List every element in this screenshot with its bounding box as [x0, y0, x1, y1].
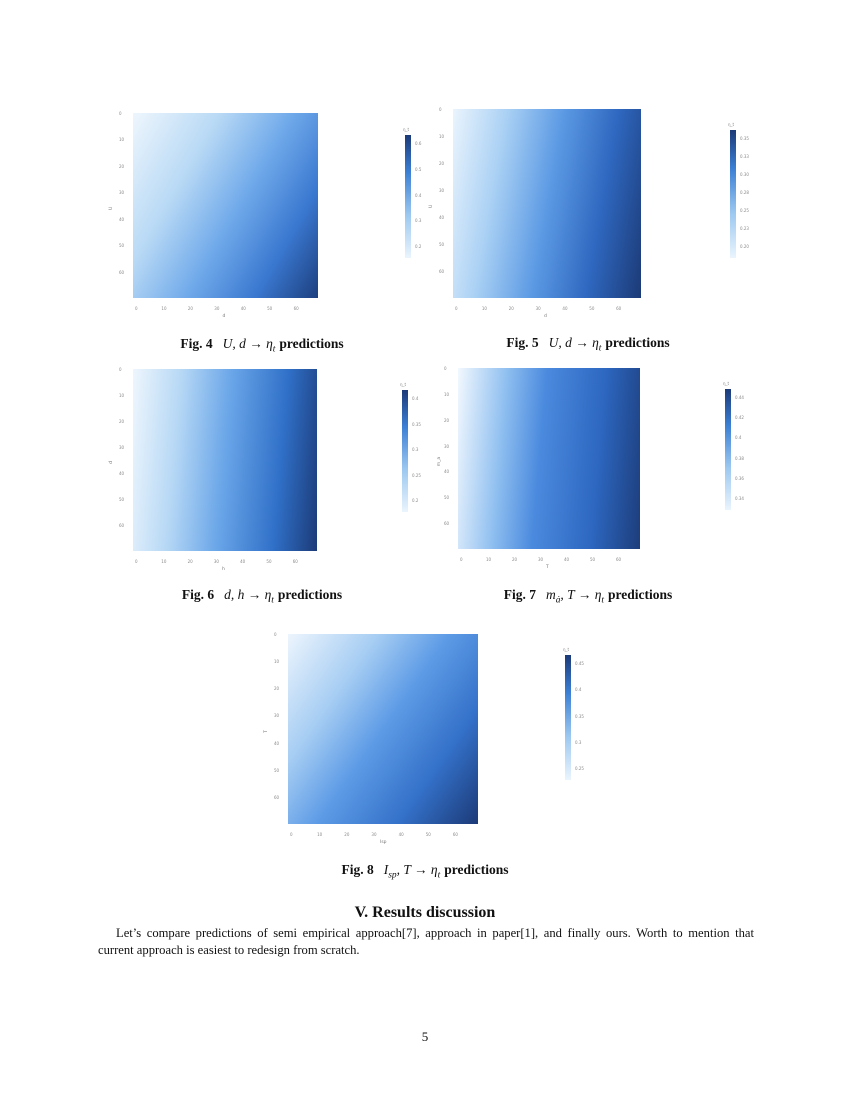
colorbar-tick-label: 0.2 [415, 244, 422, 249]
colorbar [405, 135, 411, 258]
colorbar [725, 389, 731, 510]
colorbar-tick-label: 0.3 [412, 447, 419, 452]
x-tick-label: 60 [616, 306, 622, 311]
math-subscript: t [601, 595, 605, 606]
page-number: 5 [421, 1029, 429, 1044]
colorbar-title: η_t [403, 127, 410, 132]
colorbar-tick-label: 0.35 [575, 713, 584, 719]
y-tick-label: 20 [274, 686, 280, 692]
y-tick-label: 10 [119, 393, 125, 398]
y-axis-label: U [109, 206, 115, 210]
y-tick-label: 20 [444, 417, 450, 423]
math-subscript: t [272, 344, 276, 355]
math-text: , T → η [396, 862, 438, 877]
section-heading: V. Results discussion [354, 904, 496, 921]
math-text: U, d → η [222, 336, 273, 351]
colorbar-title: η_t [723, 381, 730, 386]
x-axis-label: T [546, 565, 549, 570]
colorbar-tick-label: 0.20 [740, 244, 749, 249]
x-tick-label: 40 [240, 306, 246, 311]
colorbar-tick-label: 0.38 [735, 455, 744, 461]
caption-text: predictions [608, 587, 673, 602]
x-tick-label: 0 [135, 559, 138, 564]
math-subscript: t [437, 870, 441, 881]
figure-caption [506, 335, 669, 354]
x-tick-label: 50 [425, 832, 431, 837]
x-tick-label: 20 [344, 832, 350, 837]
y-tick-label: 40 [119, 471, 125, 476]
caption-text: predictions [444, 862, 509, 877]
x-tick-label: 40 [398, 832, 404, 837]
colorbar-tick-label: 0.45 [575, 661, 584, 666]
y-tick-label: 0 [274, 632, 277, 637]
x-tick-label: 60 [616, 557, 622, 562]
y-tick-label: 30 [119, 445, 125, 450]
colorbar-tick-label: 0.25 [575, 766, 584, 771]
colorbar [402, 390, 408, 512]
colorbar-tick-label: 0.4 [575, 687, 582, 693]
caption-math [545, 587, 605, 606]
x-tick-label: 0 [135, 306, 138, 311]
y-tick-label: 50 [274, 767, 280, 773]
colorbar-tick-label: 0.35 [740, 136, 749, 141]
x-tick-label: 0 [455, 306, 458, 311]
colorbar-tick-label: 0.35 [412, 421, 421, 427]
math-subscript: t [598, 343, 602, 354]
x-tick-label: 20 [187, 306, 193, 311]
y-tick-label: 40 [274, 740, 280, 746]
y-tick-label: 30 [274, 713, 280, 719]
math-text: m [545, 587, 556, 602]
colorbar-tick-label: 0.28 [740, 190, 749, 195]
colorbar-tick-label: 0.3 [575, 739, 582, 745]
x-tick-label: 20 [187, 559, 193, 564]
y-tick-label: 0 [119, 111, 122, 116]
caption-label: Fig. 6 [181, 587, 215, 602]
y-tick-label: 20 [439, 161, 445, 166]
colorbar-title: η_t [400, 382, 407, 387]
caption-math [222, 336, 276, 355]
math-text: I [383, 862, 389, 877]
caption-label: Fig. 4 [180, 336, 213, 351]
colorbar-tick-label: 0.5 [415, 166, 422, 172]
y-tick-label: 60 [119, 523, 125, 528]
y-axis-label: d [108, 461, 114, 464]
x-tick-label: 60 [293, 306, 299, 311]
y-tick-label: 60 [274, 794, 280, 800]
y-tick-label: 30 [444, 443, 450, 449]
x-tick-label: 50 [266, 559, 272, 564]
colorbar-tick-label: 0.36 [735, 475, 744, 481]
x-tick-label: 50 [590, 557, 596, 562]
x-tick-label: 30 [371, 832, 377, 837]
caption-math [224, 587, 274, 606]
x-tick-label: 0 [460, 557, 463, 562]
x-tick-label: 30 [214, 306, 220, 311]
y-tick-label: 50 [444, 495, 450, 501]
math-subscript: t [271, 595, 274, 606]
colorbar-tick-label: 0.30 [740, 172, 749, 177]
colorbar-tick-label: 0.34 [735, 496, 744, 501]
colorbar-tick-label: 0.2 [412, 498, 419, 503]
caption-label: Fig. 7 [503, 587, 536, 602]
x-tick-label: 40 [240, 559, 246, 564]
colorbar-tick-label: 0.44 [735, 395, 744, 400]
caption-label: Fig. 5 [506, 335, 539, 350]
figure-caption [180, 336, 343, 355]
y-axis-label: m_a [437, 456, 443, 466]
colorbar-tick-label: 0.42 [735, 415, 744, 421]
y-tick-label: 50 [119, 497, 125, 502]
y-axis-label: T [263, 730, 269, 733]
colorbar-title: η_t [563, 647, 570, 652]
x-tick-label: 50 [267, 306, 273, 311]
y-tick-label: 0 [119, 367, 122, 372]
heatmap [288, 634, 478, 824]
colorbar-tick-label: 0.23 [740, 226, 749, 231]
math-text: U, d → η [548, 335, 599, 350]
y-tick-label: 60 [439, 269, 445, 274]
heatmap [458, 368, 640, 549]
x-axis-label: d [222, 314, 226, 319]
y-tick-label: 40 [119, 216, 125, 222]
y-tick-label: 60 [119, 269, 125, 275]
colorbar [565, 655, 571, 780]
x-tick-label: 50 [589, 306, 595, 311]
body-paragraph: Let’s compare predictions of semi empirical approach[7], approach in paper[1], and finally ours. Worth to mention that current approach is easiest to redesign from scratch. [98, 926, 754, 957]
colorbar-tick-label: 0.4 [735, 435, 742, 441]
x-axis-label: d [544, 314, 547, 319]
y-tick-label: 30 [439, 188, 445, 193]
y-tick-label: 60 [444, 521, 450, 527]
x-tick-label: 30 [535, 306, 541, 311]
y-tick-label: 10 [439, 134, 445, 139]
heatmap [133, 113, 318, 298]
y-tick-label: 0 [444, 366, 447, 371]
x-tick-label: 20 [508, 306, 514, 311]
y-tick-label: 20 [119, 163, 125, 169]
caption-text: predictions [605, 335, 670, 350]
y-tick-label: 50 [439, 242, 445, 247]
colorbar [730, 130, 736, 258]
colorbar-tick-label: 0.3 [415, 218, 422, 224]
x-tick-label: 30 [213, 559, 219, 564]
colorbar-tick-label: 0.4 [412, 396, 419, 401]
caption-text: predictions [277, 587, 343, 602]
heatmap [133, 369, 317, 551]
math-text: d, h → η [224, 587, 272, 602]
y-tick-label: 10 [444, 391, 450, 397]
caption-math [548, 335, 602, 354]
x-tick-label: 40 [562, 306, 568, 311]
caption-label: Fig. 8 [341, 862, 374, 877]
y-axis-label: U [429, 204, 435, 208]
x-tick-label: 10 [317, 832, 323, 837]
y-tick-label: 50 [119, 243, 125, 249]
math-subscript: sp [388, 870, 397, 881]
heatmap [453, 109, 641, 298]
x-tick-label: 10 [161, 559, 167, 564]
x-tick-label: 30 [538, 557, 544, 562]
x-tick-label: 0 [290, 832, 293, 837]
y-tick-label: 30 [119, 190, 125, 196]
y-tick-label: 10 [274, 659, 280, 665]
figure-caption [504, 587, 673, 606]
y-tick-label: 20 [119, 419, 125, 424]
y-tick-label: 10 [119, 137, 125, 143]
colorbar-title: η_t [728, 122, 735, 127]
x-tick-label: 60 [292, 559, 298, 564]
caption-text: predictions [279, 336, 344, 351]
y-tick-label: 40 [444, 469, 450, 475]
colorbar-tick-label: 0.33 [740, 154, 749, 159]
math-text: , T → η [560, 587, 602, 602]
x-tick-label: 10 [486, 557, 492, 562]
colorbar-tick-label: 0.6 [415, 141, 422, 146]
colorbar-tick-label: 0.25 [740, 208, 749, 213]
figure-caption [341, 862, 508, 881]
colorbar-tick-label: 0.4 [415, 192, 422, 198]
x-axis-label: Isp [380, 840, 387, 845]
math-subscript: ȧ [555, 595, 561, 606]
x-tick-label: 60 [452, 832, 458, 837]
x-tick-label: 10 [161, 306, 167, 311]
y-tick-label: 40 [439, 215, 445, 220]
x-tick-label: 20 [512, 557, 518, 562]
x-tick-label: 40 [564, 557, 570, 562]
figure-caption [182, 587, 342, 606]
colorbar-tick-label: 0.25 [412, 472, 421, 478]
x-axis-label: h [222, 567, 225, 572]
caption-math [383, 862, 441, 881]
y-tick-label: 0 [439, 107, 442, 112]
x-tick-label: 10 [481, 306, 487, 311]
